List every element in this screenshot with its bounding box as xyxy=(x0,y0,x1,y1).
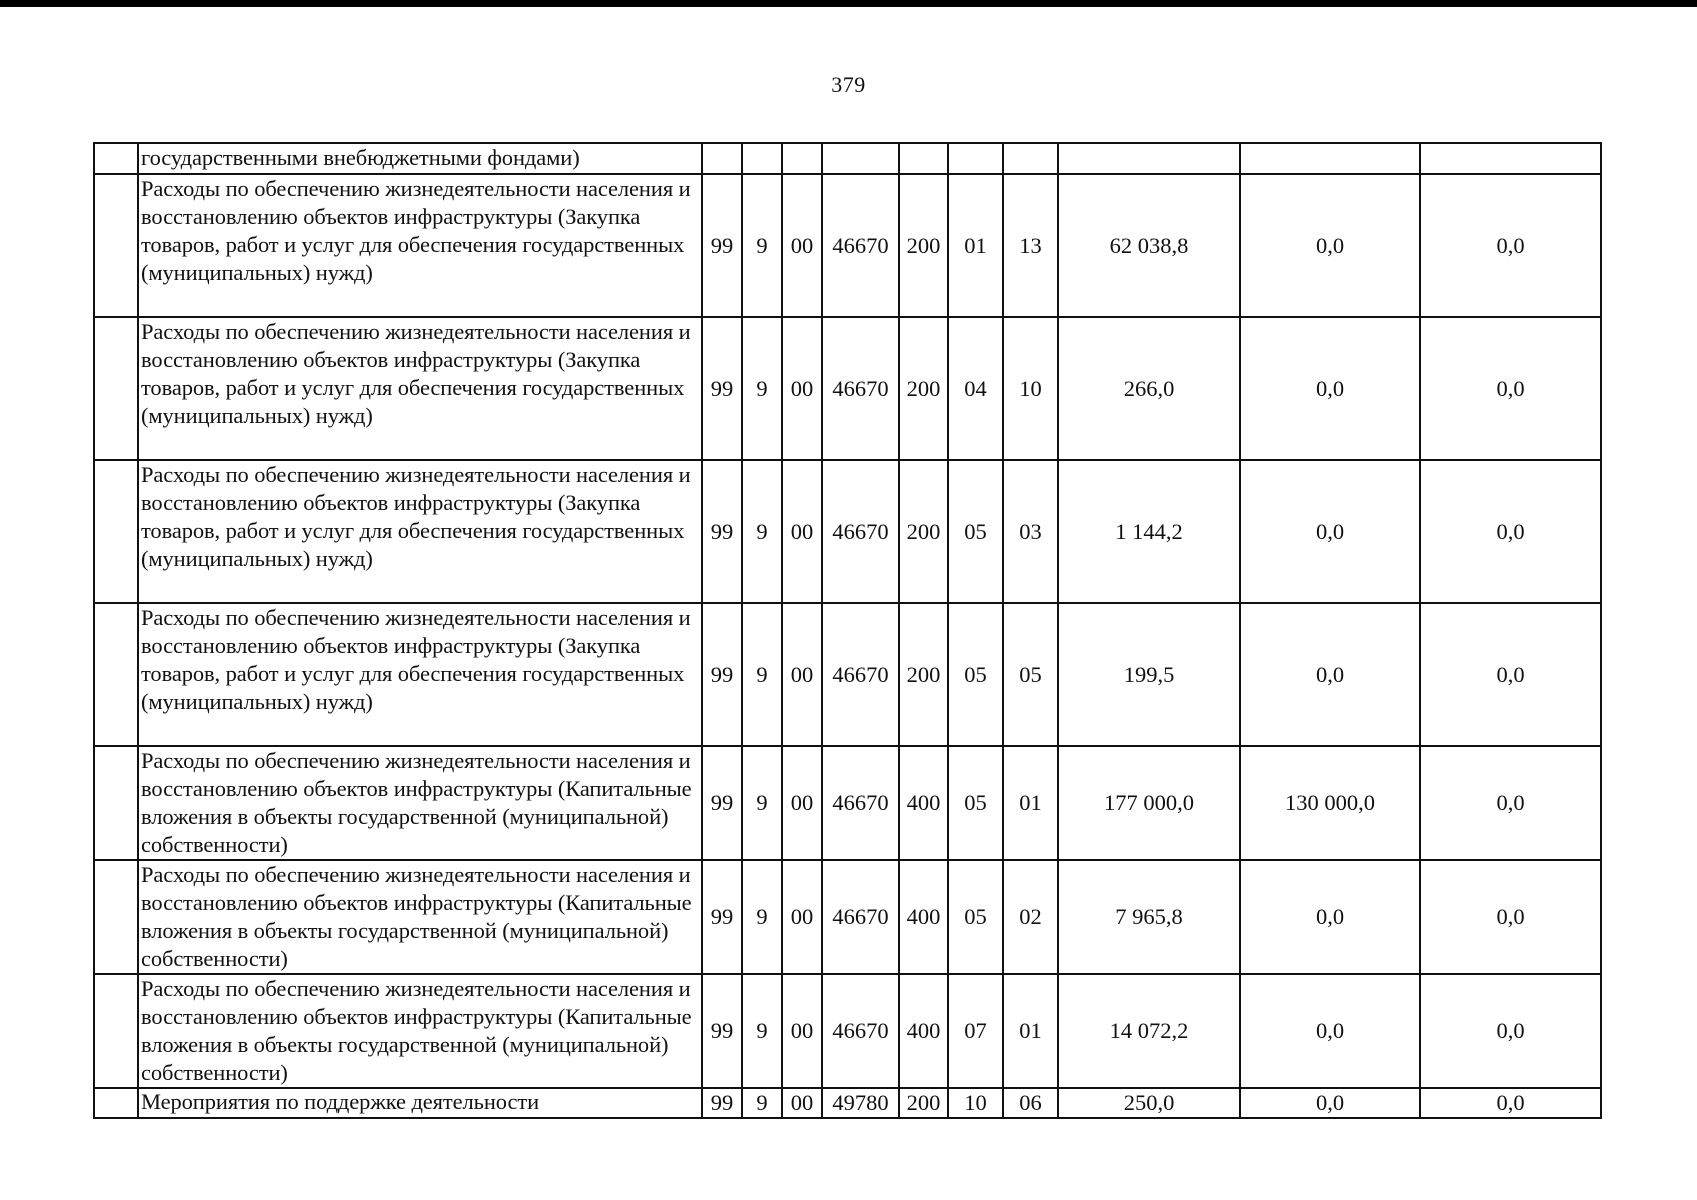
row-index-cell xyxy=(94,603,138,746)
amount-cell: 250,0 xyxy=(1058,1088,1240,1118)
code-cell: 9 xyxy=(742,174,782,317)
amount-cell: 0,0 xyxy=(1240,603,1420,746)
table-row xyxy=(94,143,1601,174)
code-cell: 99 xyxy=(702,974,742,1088)
code-cell: 99 xyxy=(702,460,742,603)
row-index-cell xyxy=(94,746,138,860)
code-cell: 46670 xyxy=(822,317,899,460)
code-cell xyxy=(782,143,822,174)
expense-type-cell: 200 xyxy=(899,603,948,746)
code-cell xyxy=(702,143,742,174)
code-cell: 00 xyxy=(782,860,822,974)
code-cell: 9 xyxy=(742,317,782,460)
code-cell: 46670 xyxy=(822,460,899,603)
scan-top-edge xyxy=(0,0,1697,7)
code-cell: 00 xyxy=(782,460,822,603)
table-row xyxy=(94,746,1601,860)
amount-cell: 0,0 xyxy=(1240,460,1420,603)
description-cell: Расходы по обеспечению жизнедеятельности населения и восстановлению объектов инфраструктуры (Капитальные вложения в объекты государственной (муниципальной) собственности) xyxy=(138,746,702,860)
amount-cell: 1 144,2 xyxy=(1058,460,1240,603)
code-cell: 00 xyxy=(782,174,822,317)
amount-cell: 130 000,0 xyxy=(1240,746,1420,860)
amount-cell: 0,0 xyxy=(1240,860,1420,974)
amount-cell: 0,0 xyxy=(1240,1088,1420,1118)
amount-cell: 0,0 xyxy=(1420,860,1601,974)
code-cell: 99 xyxy=(702,746,742,860)
amount-cell: 0,0 xyxy=(1420,746,1601,860)
amount-cell xyxy=(1240,143,1420,174)
amount-cell: 199,5 xyxy=(1058,603,1240,746)
code-cell: 9 xyxy=(742,860,782,974)
code-cell: 46670 xyxy=(822,746,899,860)
code-cell: 99 xyxy=(702,603,742,746)
subsection-cell: 10 xyxy=(1003,317,1058,460)
description-cell: Расходы по обеспечению жизнедеятельности населения и восстановлению объектов инфраструктуры (Закупка товаров, работ и услуг для обеспечения государственных (муниципальных) нужд) xyxy=(138,174,702,317)
code-cell: 00 xyxy=(782,746,822,860)
amount-cell: 0,0 xyxy=(1420,317,1601,460)
section-cell: 07 xyxy=(948,974,1003,1088)
expense-type-cell: 400 xyxy=(899,746,948,860)
amount-cell xyxy=(1420,143,1601,174)
expense-type-cell: 200 xyxy=(899,317,948,460)
code-cell: 9 xyxy=(742,746,782,860)
code-cell: 00 xyxy=(782,317,822,460)
description-cell: Расходы по обеспечению жизнедеятельности населения и восстановлению объектов инфраструктуры (Закупка товаров, работ и услуг для обеспечения государственных (муниципальных) нужд) xyxy=(138,317,702,460)
table-row xyxy=(94,603,1601,746)
expense-type-cell: 400 xyxy=(899,860,948,974)
expense-type-cell: 200 xyxy=(899,460,948,603)
description-cell: Расходы по обеспечению жизнедеятельности населения и восстановлению объектов инфраструктуры (Капитальные вложения в объекты государственной (муниципальной) собственности) xyxy=(138,860,702,974)
amount-cell: 0,0 xyxy=(1240,174,1420,317)
code-cell: 46670 xyxy=(822,174,899,317)
amount-cell: 14 072,2 xyxy=(1058,974,1240,1088)
amount-cell: 177 000,0 xyxy=(1058,746,1240,860)
subsection-cell: 13 xyxy=(1003,174,1058,317)
row-index-cell xyxy=(94,460,138,603)
expense-type-cell: 200 xyxy=(899,1088,948,1118)
code-cell: 00 xyxy=(782,1088,822,1118)
amount-cell: 0,0 xyxy=(1240,317,1420,460)
subsection-cell: 01 xyxy=(1003,974,1058,1088)
row-index-cell xyxy=(94,860,138,974)
expense-type-cell xyxy=(899,143,948,174)
row-index-cell xyxy=(94,974,138,1088)
description-cell: Расходы по обеспечению жизнедеятельности населения и восстановлению объектов инфраструктуры (Закупка товаров, работ и услуг для обеспечения государственных (муниципальных) нужд) xyxy=(138,460,702,603)
description-cell: Расходы по обеспечению жизнедеятельности населения и восстановлению объектов инфраструктуры (Закупка товаров, работ и услуг для обеспечения государственных (муниципальных) нужд) xyxy=(138,603,702,746)
section-cell: 04 xyxy=(948,317,1003,460)
row-index-cell xyxy=(94,143,138,174)
section-cell: 05 xyxy=(948,603,1003,746)
amount-cell: 7 965,8 xyxy=(1058,860,1240,974)
amount-cell: 0,0 xyxy=(1420,460,1601,603)
page-number: 379 xyxy=(831,72,866,97)
amount-cell xyxy=(1058,143,1240,174)
amount-cell: 0,0 xyxy=(1420,174,1601,317)
amount-cell: 0,0 xyxy=(1420,974,1601,1088)
section-cell: 01 xyxy=(948,174,1003,317)
row-index-cell xyxy=(94,317,138,460)
code-cell: 9 xyxy=(742,603,782,746)
row-index-cell xyxy=(94,174,138,317)
description-cell: Мероприятия по поддержке деятельности xyxy=(138,1088,702,1118)
code-cell: 99 xyxy=(702,317,742,460)
expense-type-cell: 200 xyxy=(899,174,948,317)
amount-cell: 62 038,8 xyxy=(1058,174,1240,317)
code-cell: 46670 xyxy=(822,974,899,1088)
code-cell: 9 xyxy=(742,1088,782,1118)
code-cell xyxy=(742,143,782,174)
section-cell xyxy=(948,143,1003,174)
subsection-cell: 03 xyxy=(1003,460,1058,603)
table-row xyxy=(94,174,1601,317)
amount-cell: 0,0 xyxy=(1240,974,1420,1088)
table-row xyxy=(94,1088,1601,1118)
subsection-cell: 05 xyxy=(1003,603,1058,746)
table-row xyxy=(94,460,1601,603)
subsection-cell: 02 xyxy=(1003,860,1058,974)
amount-cell: 0,0 xyxy=(1420,603,1601,746)
amount-cell: 0,0 xyxy=(1420,1088,1601,1118)
table-row xyxy=(94,860,1601,974)
section-cell: 05 xyxy=(948,746,1003,860)
subsection-cell xyxy=(1003,143,1058,174)
code-cell: 00 xyxy=(782,974,822,1088)
code-cell: 46670 xyxy=(822,860,899,974)
row-index-cell xyxy=(94,1088,138,1118)
amount-cell: 266,0 xyxy=(1058,317,1240,460)
table-row xyxy=(94,974,1601,1088)
code-cell xyxy=(822,143,899,174)
code-cell: 99 xyxy=(702,174,742,317)
code-cell: 46670 xyxy=(822,603,899,746)
code-cell: 99 xyxy=(702,1088,742,1118)
code-cell: 49780 xyxy=(822,1088,899,1118)
section-cell: 05 xyxy=(948,860,1003,974)
section-cell: 05 xyxy=(948,460,1003,603)
description-cell: Расходы по обеспечению жизнедеятельности населения и восстановлению объектов инфраструктуры (Капитальные вложения в объекты государственной (муниципальной) собственности) xyxy=(138,974,702,1088)
code-cell: 99 xyxy=(702,860,742,974)
subsection-cell: 06 xyxy=(1003,1088,1058,1118)
code-cell: 00 xyxy=(782,603,822,746)
description-cell: государственными внебюджетными фондами) xyxy=(138,143,702,174)
code-cell: 9 xyxy=(742,974,782,1088)
code-cell: 9 xyxy=(742,460,782,603)
section-cell: 10 xyxy=(948,1088,1003,1118)
budget-table xyxy=(93,142,1602,1119)
expense-type-cell: 400 xyxy=(899,974,948,1088)
subsection-cell: 01 xyxy=(1003,746,1058,860)
table-row xyxy=(94,317,1601,460)
